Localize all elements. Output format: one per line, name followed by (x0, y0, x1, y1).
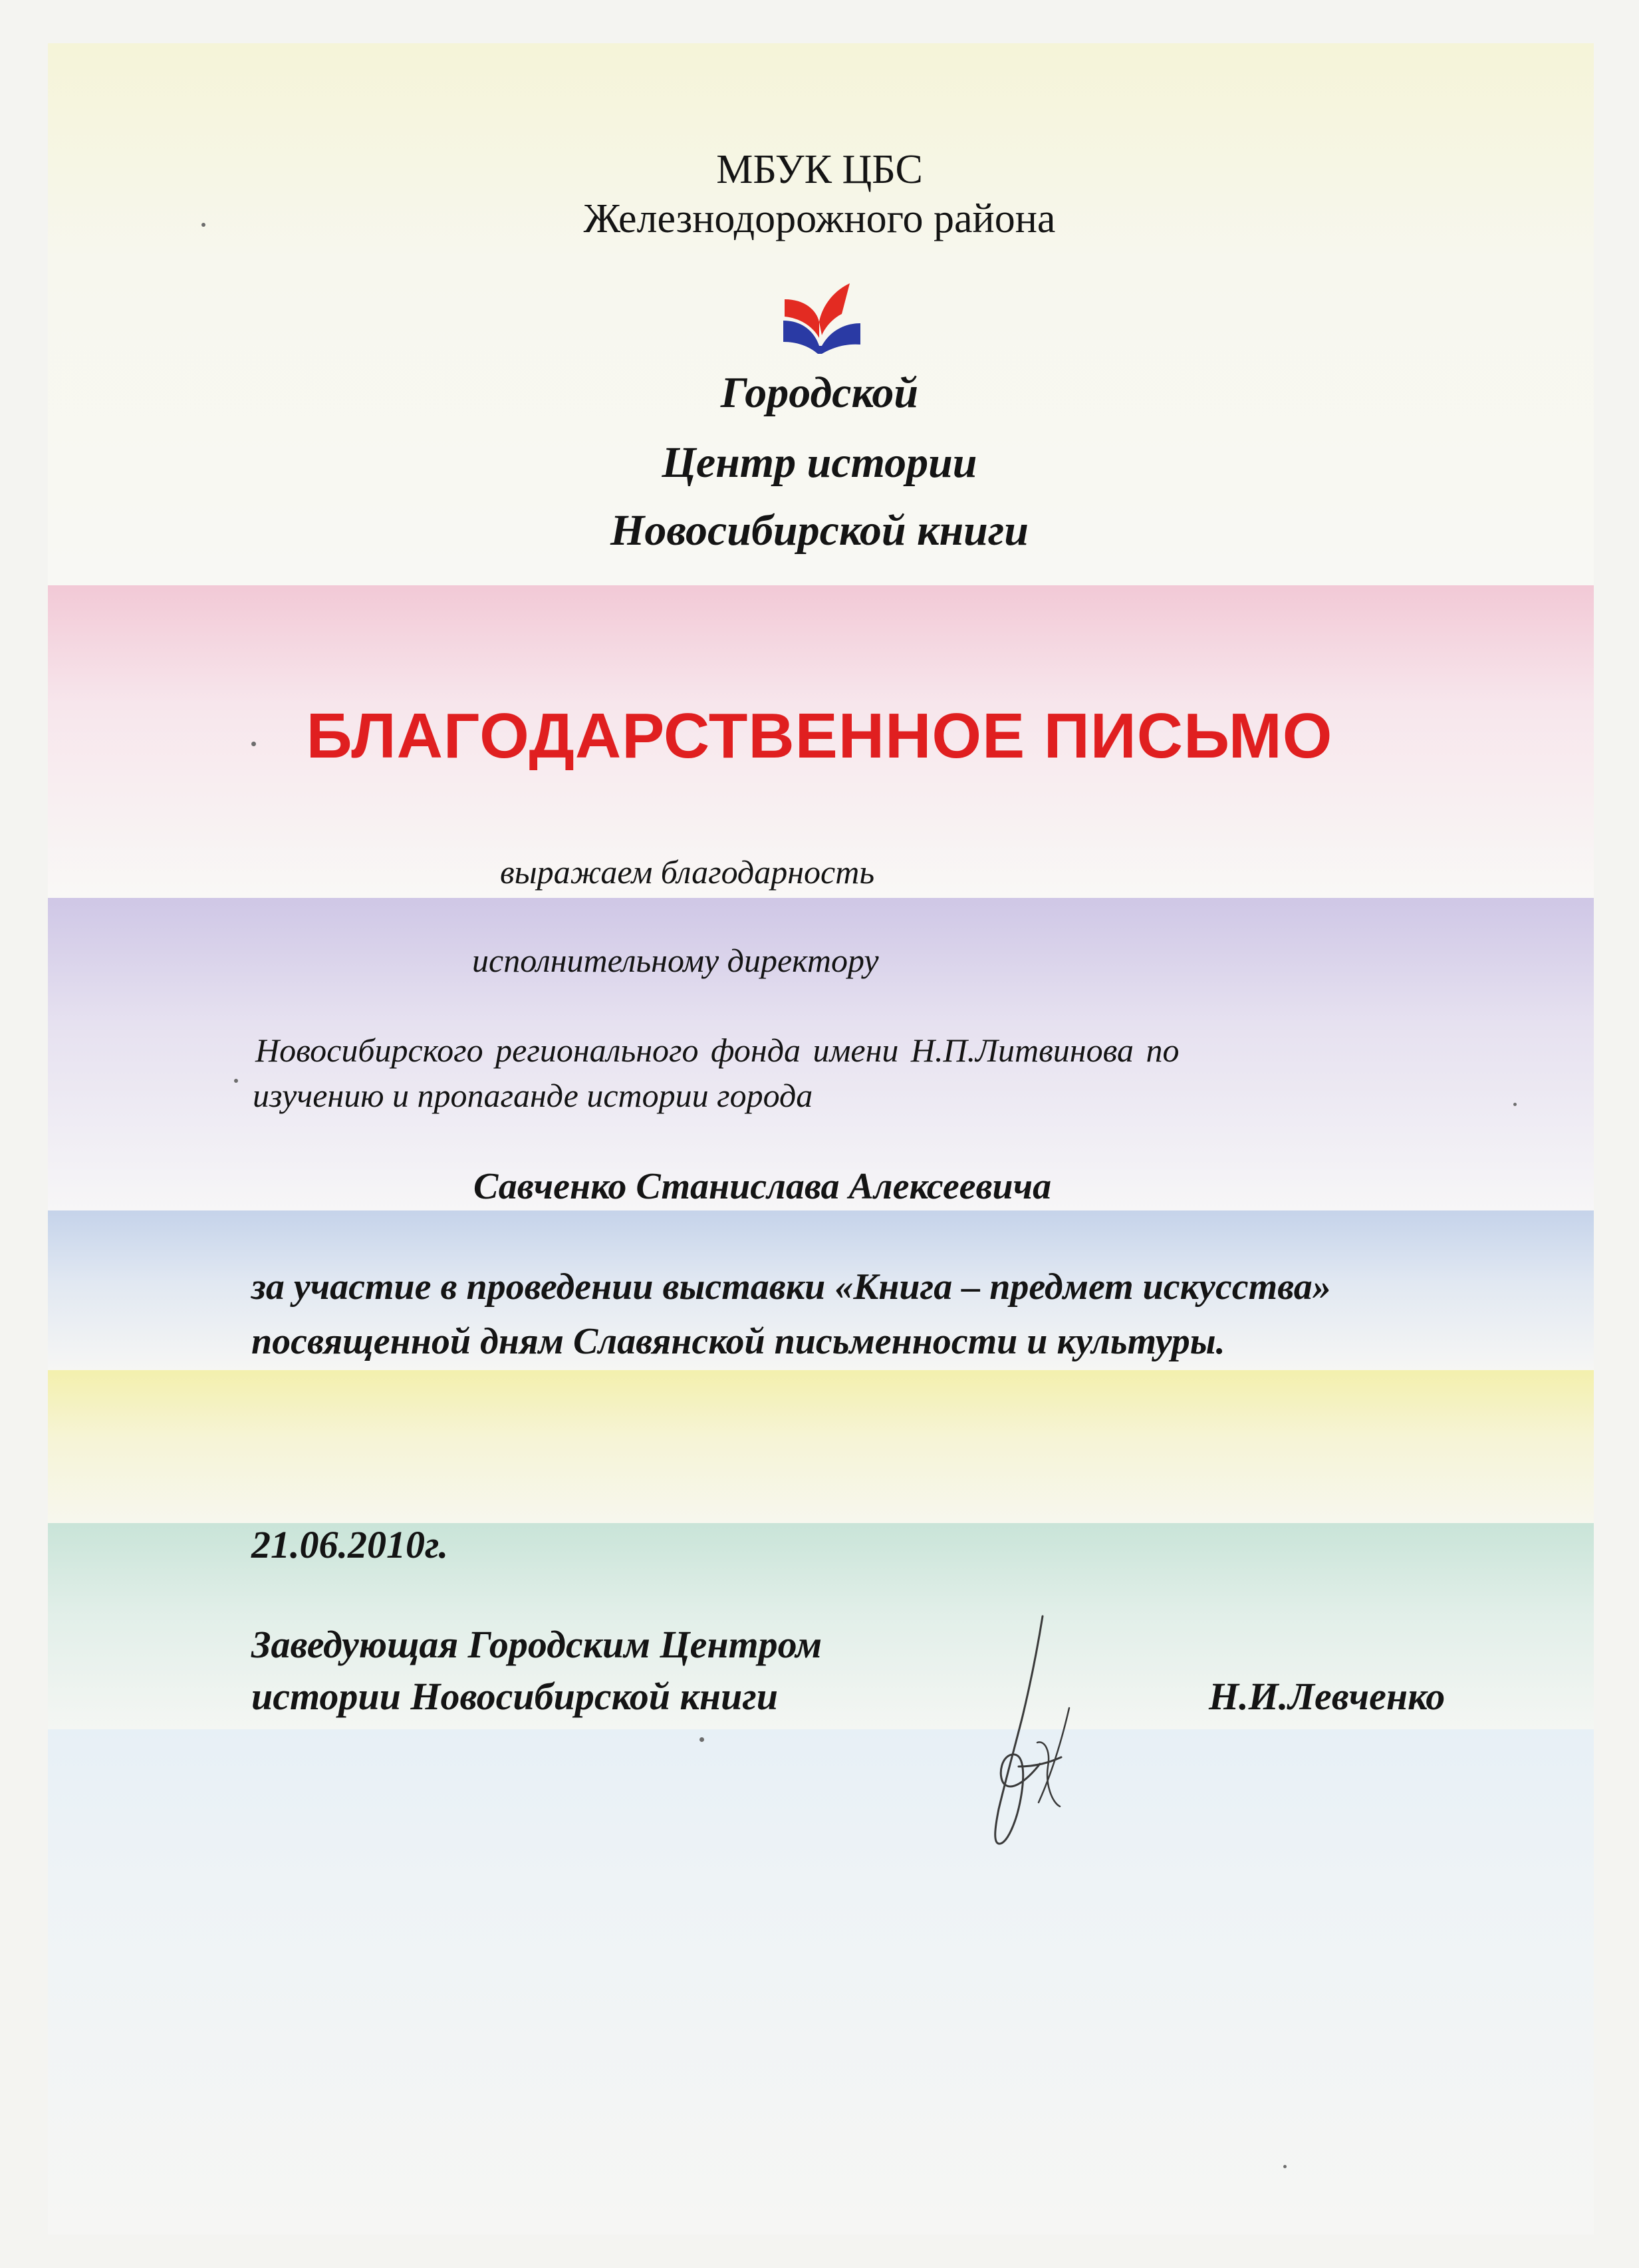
signer-name: Н.И.Левченко (1209, 1675, 1446, 1718)
handwritten-signature-icon (938, 1610, 1097, 1862)
recipient-position: исполнительному директору (472, 942, 879, 979)
document-date: 21.06.2010г. (251, 1523, 449, 1566)
paper-speck (1513, 1103, 1517, 1106)
center-name-line-2: Центр истории (662, 438, 977, 487)
paper-speck (234, 1079, 238, 1083)
paper-speck (251, 742, 256, 746)
background-band-yellow (48, 1370, 1594, 1523)
document-title: БЛАГОДАРСТВЕННОЕ ПИСЬМО (306, 700, 1333, 772)
center-name-line-3: Новосибирской книги (610, 506, 1029, 555)
paper-speck (1283, 2165, 1287, 2168)
organization-name: МБУК ЦБС (716, 147, 923, 192)
recipient-name: Савченко Станислава Алексеевича (473, 1166, 1052, 1207)
reason-line-2: посвященной дням Славянской письменности и культуры. (251, 1321, 1225, 1362)
organization-district: Железнодорожного района (583, 196, 1056, 241)
signer-position-line-2: истории Новосибирской книги (251, 1675, 779, 1718)
background-band-light-blue (48, 1729, 1594, 2235)
paper-speck (699, 1737, 704, 1742)
signer-position-line-1: Заведующая Городским Центром (251, 1623, 822, 1666)
center-name-line-1: Городской (720, 368, 919, 417)
paper-speck (201, 223, 205, 227)
recipient-organization-line-2: изучению и пропаганде истории города (253, 1077, 813, 1114)
gratitude-text: выражаем благодарность (500, 853, 875, 891)
reason-line-1: за участие в проведении выставки «Книга – предмет искусства» (251, 1266, 1331, 1308)
book-logo-icon (778, 279, 863, 354)
recipient-organization-line-1: Новосибирского регионального фонда имени Н.П.Литвинова по (255, 1032, 1180, 1069)
